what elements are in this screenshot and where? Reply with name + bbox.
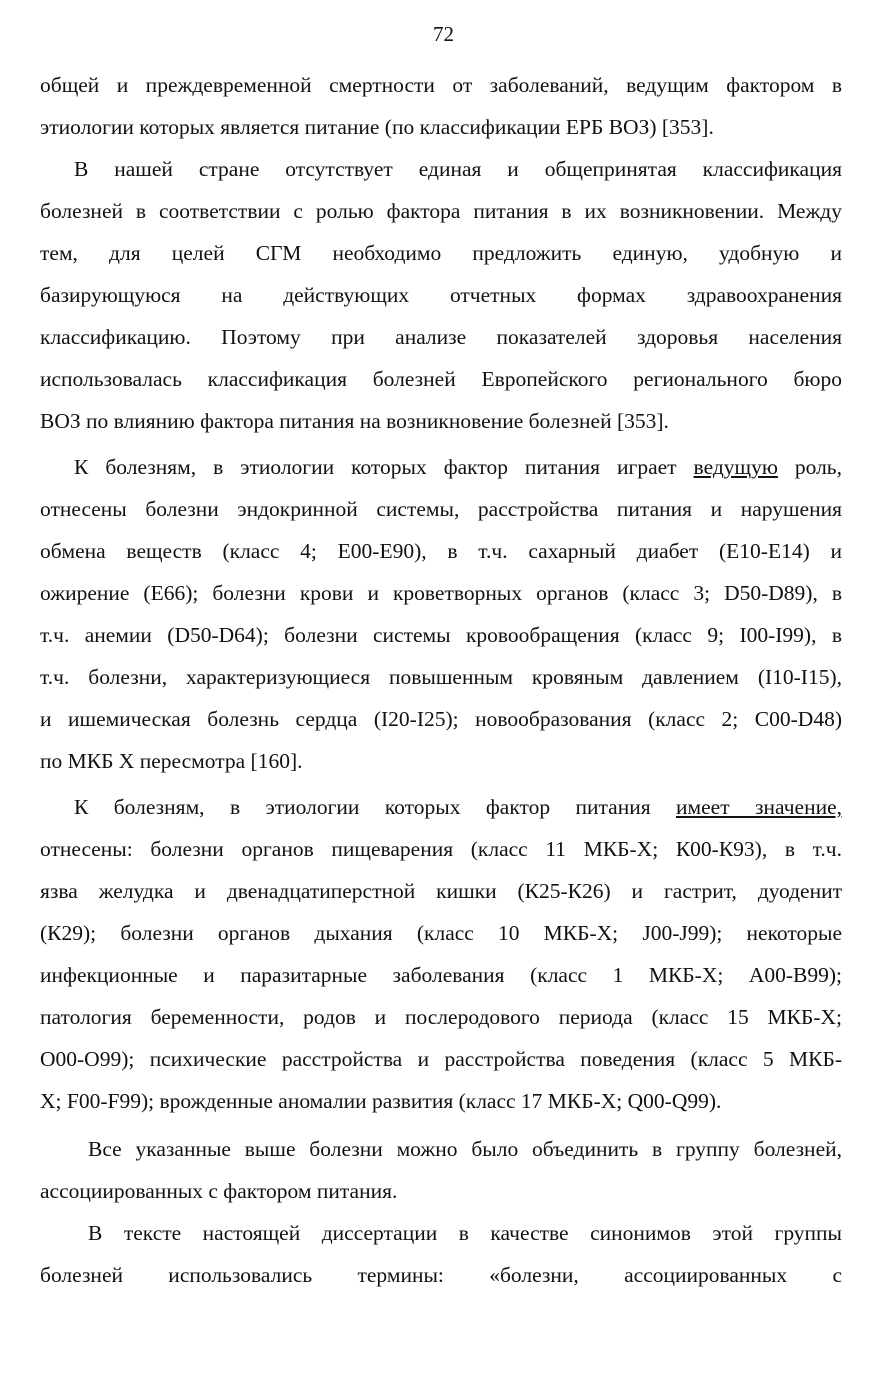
text-line: этиологии которых является питание (по классификации ЕРБ ВОЗ) [353]. [40, 115, 714, 139]
text-line: ассоциированных с фактором питания. [40, 1179, 398, 1203]
text-line: О00-О99); психические расстройства и расстройства поведения (класс 5 МКБ- [40, 1047, 842, 1071]
text-run: К болезням, в этиологии которых фактор питания играет [74, 455, 694, 479]
text-line: болезней в соответствии с ролью фактора питания в их возникновении. Между [40, 199, 842, 223]
paragraph-5 [40, 1128, 842, 1212]
text-line: В тексте настоящей диссертации в качестве синонимов этой группы [88, 1221, 842, 1245]
text-line: использовалась классификация болезней Европейского регионального бюро [40, 367, 842, 391]
text-line: болезней использовались термины: «болезни, ассоциированных с [40, 1263, 842, 1287]
page-number: 72 [433, 22, 454, 46]
text-line: патология беременности, родов и послеродового периода (класс 15 МКБ-Х; [40, 1005, 842, 1029]
text-line: классификацию. Поэтому при анализе показателей здоровья населения [40, 325, 842, 349]
text-line-with-underline [40, 446, 842, 488]
text-line: тем, для целей СГМ необходимо предложить единую, удобную и [40, 241, 842, 265]
text-line: отнесены болезни эндокринной системы, расстройства питания и нарушения [40, 497, 842, 521]
text-line: отнесены: болезни органов пищеварения (класс 11 МКБ-Х; К00-К93), в т.ч. [40, 837, 842, 861]
text-line: язва желудка и двенадцатиперстной кишки (К25-К26) и гастрит, дуоденит [40, 879, 842, 903]
paragraph-3 [40, 446, 842, 782]
text-line: по МКБ X пересмотра [160]. [40, 749, 303, 773]
text-line-with-underline [40, 786, 842, 828]
text-line: ВОЗ по влиянию фактора питания на возникновение болезней [353]. [40, 409, 669, 433]
text-line: ожирение (Е66); болезни крови и кроветворных органов (класс 3; D50-D89), в [40, 581, 842, 605]
text-run: роль, [777, 455, 842, 479]
underlined-term: имеет значение, [676, 795, 842, 819]
text-line: т.ч. болезни, характеризующиеся повышенным кровяным давлением (I10-I15), [40, 665, 842, 689]
text-run: К болезням, в этиологии которых фактор питания [74, 795, 677, 819]
text-line: инфекционные и паразитарные заболевания (класс 1 МКБ-Х; А00-В99); [40, 963, 842, 987]
text-line: (К29); болезни органов дыхания (класс 10 МКБ-Х; J00-J99); некоторые [40, 921, 842, 945]
paragraph-6 [40, 1212, 842, 1296]
text-line: В нашей стране отсутствует единая и общепринятая классификация [74, 157, 842, 181]
paragraph-2 [40, 148, 842, 442]
text-line: общей и преждевременной смертности от заболеваний, ведущим фактором в [40, 73, 842, 97]
text-line: обмена веществ (класс 4; Е00-Е90), в т.ч. сахарный диабет (Е10-Е14) и [40, 539, 842, 563]
text-line: базирующуюся на действующих отчетных формах здравоохранения [40, 283, 842, 307]
text-line: X; F00-F99); врожденные аномалии развития (класс 17 МКБ-Х; Q00-Q99). [40, 1089, 722, 1113]
text-line: Все указанные выше болезни можно было объединить в группу болезней, [88, 1137, 842, 1161]
text-line: и ишемическая болезнь сердца (I20-I25); новообразования (класс 2; С00-D48) [40, 707, 842, 731]
paragraph-1 [40, 64, 842, 148]
text-line: т.ч. анемии (D50-D64); болезни системы кровообращения (класс 9; I00-I99), в [40, 623, 842, 647]
paragraph-4 [40, 786, 842, 1122]
underlined-term: ведущую [693, 455, 778, 479]
